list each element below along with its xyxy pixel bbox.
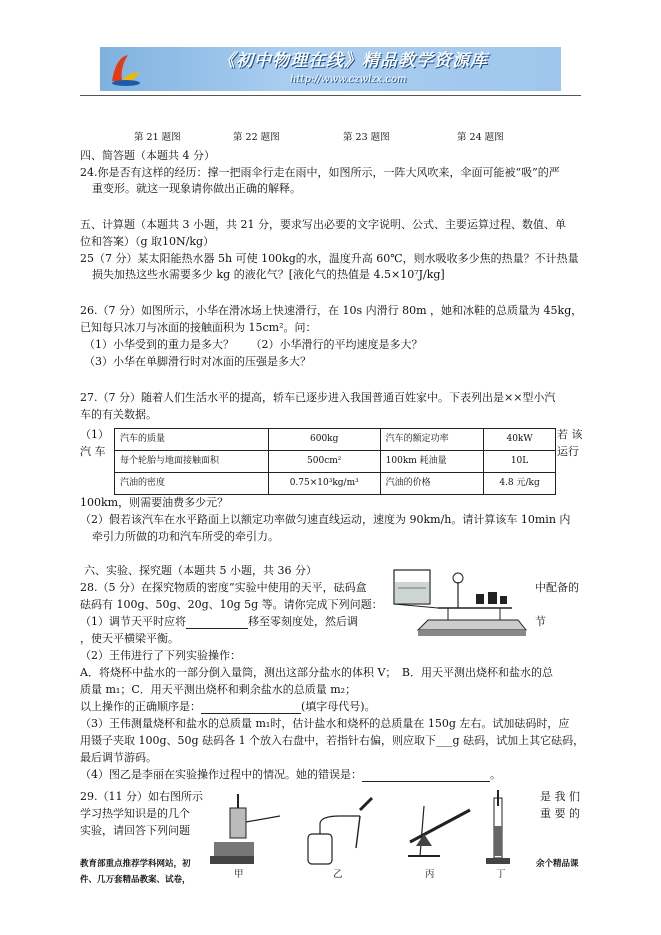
q28-line8-a: 以上操作的正确顺序是：	[80, 700, 201, 713]
q27-line1: 27.（7 分）随着人们生活水平的提高，轿车已逐步进入我国普通百姓家中。下表列出是××型小汽	[80, 391, 556, 404]
banner-title: 《初中物理在线》精品教学资源库	[218, 51, 488, 71]
q28-line10: 用镊子夹取 100g、50g 砝码各 1 个放入右盘中，若指针右偏，则应取下___g 砝码，试加上其它砝码，	[80, 734, 585, 747]
q26-line1: 26.（7 分）如图所示，小华在滑冰场上快速滑行，在 10s 内滑行 80m ，她和冰鞋的总质量为 45kg，	[80, 304, 583, 317]
table-cell: 汽车的额定功率	[380, 429, 483, 451]
q28-line11: 最后调节游码。	[80, 751, 157, 764]
section5-heading-line1: 五、计算题（本题共 3 小题，共 21 分，要求写出必要的文字说明、公式、主要运算过程、数值、单	[80, 218, 566, 231]
figure-label-bing: 丙	[425, 869, 435, 880]
footer-left-line1: 教育部重点推荐学科网站，初	[80, 859, 191, 869]
table-cell: 汽车的质量	[115, 429, 269, 451]
section6-heading: 六、实验、探究题（本题共 5 小题，共 36 分）	[84, 564, 317, 577]
q28-line4: ，使天平横梁平衡。	[80, 632, 179, 645]
heat-experiments-figure	[210, 786, 530, 882]
q28-line3-b: 移至零刻度处，然后调	[248, 615, 358, 628]
q29-line2: 学习热学知识是的几个	[80, 807, 190, 820]
q27-line2: 车的有关数据。	[80, 408, 157, 421]
q28-line3-right: 节	[535, 615, 546, 628]
figure-caption-24: 第 24 题图	[457, 132, 504, 143]
q27-left-b: 汽 车	[80, 445, 106, 458]
q28-line12	[80, 768, 501, 782]
q28-line6: A．将烧杯中盐水的一部分倒入量筒，测出这部分盐水的体积 V； B．用天平测出烧杯和盐水的总	[80, 666, 553, 679]
figure-label-yi: 乙	[333, 869, 343, 880]
table-cell: 100km 耗油量	[380, 451, 483, 473]
site-logo-icon	[106, 51, 146, 87]
footer-left-line2: 件、几万套精品教案、试卷，	[80, 875, 191, 885]
answer-blank	[201, 702, 301, 714]
q28-line7: 质量 m₁；C．用天平测出烧杯和剩余盐水的总质量 m₂；	[80, 683, 357, 696]
banner-url[interactable]: http://www.czwlzx.com	[290, 74, 407, 85]
q29-line3: 实验，请回答下列问题	[80, 824, 190, 837]
figure-caption-23: 第 23 题图	[343, 132, 390, 143]
table-row	[115, 451, 556, 473]
table-cell: 汽油的密度	[115, 473, 269, 495]
q24-line2: 重变形。就这一现象请你做出正确的解释。	[92, 182, 301, 195]
q25-line2: 损失加热这些水需要多少 kg 的液化气？[液化气的热值是 4.5×10⁷J/kg]	[92, 268, 445, 281]
q29-line2-right: 重 要 的	[540, 807, 580, 820]
q26-line4: （3）小华在单脚滑行时对冰面的压强是多大？	[84, 355, 311, 368]
q29-line1-right: 是 我 们	[540, 790, 580, 803]
q28-line5: （2）王伟进行了下列实验操作：	[80, 649, 241, 662]
table-row	[115, 473, 556, 495]
q26-line2: 已知每只冰刀与冰面的接触面积为 15cm²。问：	[80, 321, 317, 334]
q27-left-a: （1）	[80, 428, 109, 441]
figure-label-jia: 甲	[234, 869, 244, 880]
table-cell: 4.8 元/kg	[484, 473, 556, 495]
table-cell: 每个轮胎与地面接触面积	[115, 451, 269, 473]
section5-heading-line2: 位和答案）（g 取10N/kg）	[80, 235, 215, 248]
q28-line2: 砝码有 100g、50g、20g、10g 5g 等。请你完成下列问题：	[80, 598, 383, 611]
figure-caption-22: 第 22 题图	[233, 132, 280, 143]
header-rule	[80, 95, 581, 96]
section4-heading: 四、简答题（本题共 4 分）	[80, 149, 215, 162]
balance-figure	[388, 562, 530, 642]
table-cell: 汽油的价格	[380, 473, 483, 495]
car-data-table	[114, 428, 556, 495]
q28-line1: 28.（5 分）在探究物质的密度”实验中使用的天平，砝码盒	[80, 581, 367, 594]
q25-line1: 25（7 分）某太阳能热水器 5h 可使 100kg的水，温度升高 60℃，则水吸收多少焦的热量？不计热量	[80, 252, 579, 265]
q28-line8	[80, 700, 376, 714]
q27-line4: （2）假若该汽车在水平路面上以额定功率做匀速直线运动，速度为 90km/h。请计算该车 10min 内	[80, 513, 571, 526]
table-row	[115, 429, 556, 451]
q28-line1-right: 中配备的	[535, 581, 579, 594]
q27-line5: 牵引力所做的功和汽车所受的牵引力。	[92, 530, 279, 543]
q28-line3-a: （1）调节天平时应将	[80, 615, 186, 628]
q28-line12-a: （4）图乙是李丽在实验操作过程中的情况。她的错误是：	[80, 768, 362, 781]
q28-line8-b: (填字母代号)。	[301, 700, 376, 713]
table-cell: 500cm²	[268, 451, 380, 473]
q29-line1: 29.（11 分）如右图所示	[80, 790, 203, 803]
answer-blank	[186, 617, 248, 629]
q26-line3: （1）小华受到的重力是多大？ （2）小华滑行的平均速度是多大？	[84, 338, 423, 351]
table-cell: 40kW	[484, 429, 556, 451]
table-cell: 0.75×10³kg/m³	[268, 473, 380, 495]
footer-right: 余个精品课	[536, 859, 579, 869]
q28-line9: （3）王伟测量烧杯和盐水的总质量 m₁时，估计盐水和烧杯的总质量在 150g 左右。试加砝码时，应	[80, 717, 570, 730]
header-banner	[100, 47, 561, 91]
q28-line3	[80, 615, 358, 629]
answer-blank	[362, 770, 490, 782]
q27-right-b: 运行	[557, 445, 579, 458]
table-cell: 600kg	[268, 429, 380, 451]
q24-line1: 24.你是否有这样的经历：撑一把雨伞行走在雨中，如图所示，一阵大风吹来，伞面可能被“吸”的严	[80, 166, 560, 179]
q28-line12-b: 。	[490, 768, 501, 781]
figure-label-ding: 丁	[496, 869, 506, 880]
q27-line3: 100km，则需要油费多少元？	[80, 496, 229, 509]
figure-caption-21: 第 21 题图	[134, 132, 181, 143]
table-cell: 10L	[484, 451, 556, 473]
q27-right-a: 若 该	[557, 428, 583, 441]
